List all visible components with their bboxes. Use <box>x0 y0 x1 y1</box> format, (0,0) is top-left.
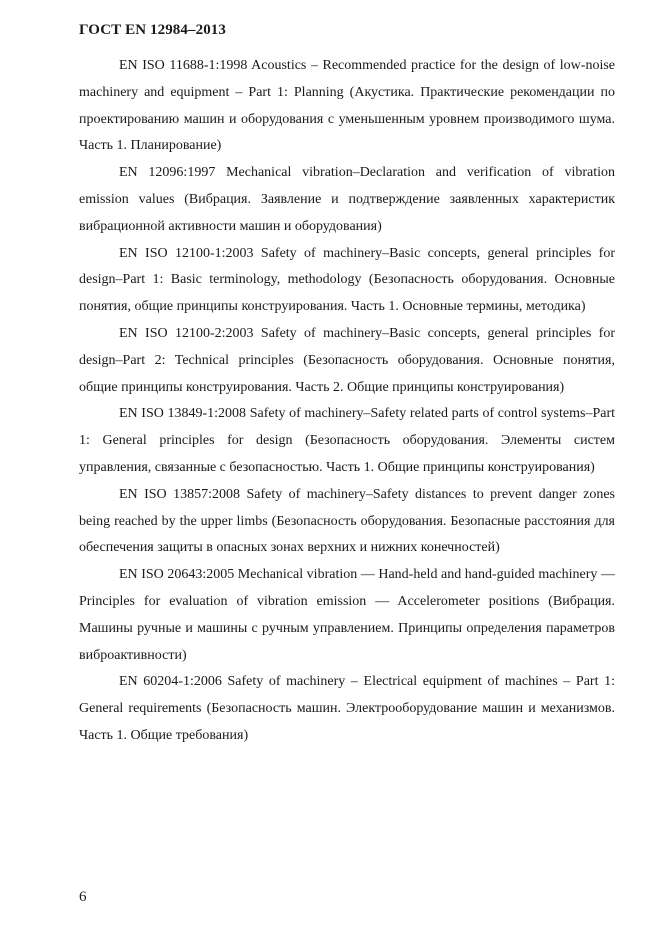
page-number: 6 <box>79 889 87 905</box>
reference-item: EN ISO 13849-1:2008 Safety of machinery–Safety related parts of control systems–Part 1: General principles for design (Безопасность оборудования. Элементы систем управления, связанные с безопасностью. Часть 1. Общие принципы конструирования) <box>79 406 615 475</box>
reference-item: EN 12096:1997 Mechanical vibration–Declaration and verification of vibration emission values (Вибрация. Заявление и подтверждение заявленных характеристик вибрационной активности машин и оборудования) <box>79 165 615 234</box>
reference-item: EN ISO 12100-2:2003 Safety of machinery–Basic concepts, general principles for design–Part 2: Technical principles (Безопасность оборудования. Основные понятия, общие принципы конструирования. Часть 2. Общие принципы конструирования) <box>79 325 615 395</box>
reference-item: EN 60204-1:2006 Safety of machinery – Electrical equipment of machines – Part 1: General requirements (Безопасность машин. Электрооборудование машин и механизмов. Часть 1. Общие требования) <box>79 674 615 743</box>
document-header: ГОСТ EN 12984–2013 <box>79 22 226 38</box>
reference-item: EN ISO 20643:2005 Mechanical vibration — Hand-held and hand-guided machinery — Principles for evaluation of vibration emission — Accelerometer positions (Вибрация. Машины ручные и машины с ручным управлением. Принципы определения параметров виброактивности) <box>79 567 615 663</box>
reference-item: EN ISO 11688-1:1998 Acoustics – Recommended practice for the design of low-noise machinery and equipment – Part 1: Planning (Акустика. Практические рекомендации по проектированию машин и оборудования с уменьшенным уровнем производимого шума. Часть 1. Планирование) <box>79 58 615 154</box>
reference-item: EN ISO 12100-1:2003 Safety of machinery–Basic concepts, general principles for design–Part 1: Basic terminology, methodology (Безопасность оборудования. Основные понятия, общие принципы конструирования. Часть 1. Основные термины, методика) <box>79 245 615 315</box>
references-list <box>79 53 615 750</box>
reference-item: EN ISO 13857:2008 Safety of machinery–Safety distances to prevent danger zones being reached by the upper limbs (Безопасность оборудования. Безопасные расстояния для обеспечения защиты в опасных зонах верхних и нижних конечностей) <box>79 486 615 556</box>
